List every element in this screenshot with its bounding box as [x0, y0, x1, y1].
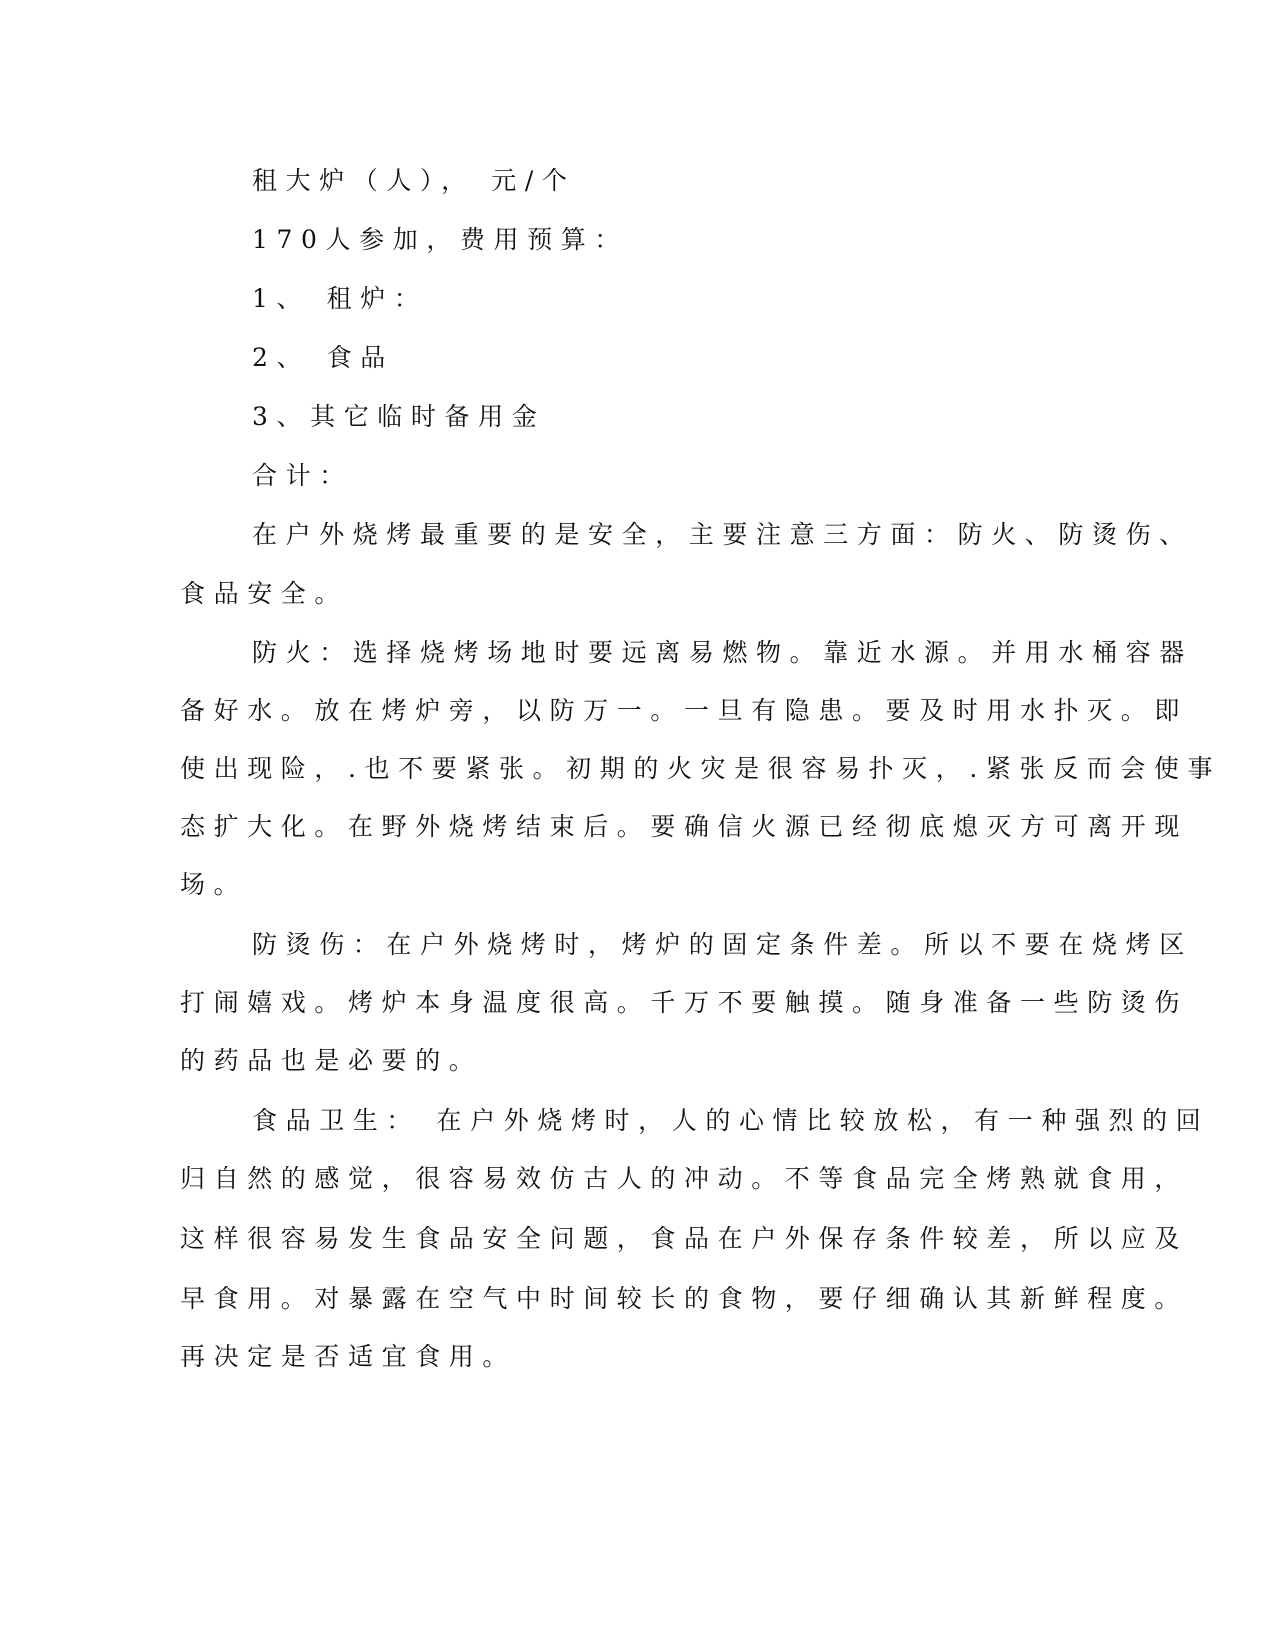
- text-line: 合计：: [252, 461, 353, 490]
- text-line: 1、 租炉：: [252, 284, 428, 313]
- text-line: 使出现险，.也不要紧张。初期的火灾是很容易扑灭，.紧张反而会使事: [180, 754, 1222, 783]
- text-line: 态扩大化。在野外烧烤结束后。要确信火源已经彻底熄灭方可离开现: [180, 812, 1189, 841]
- text-line: 2、 食品: [252, 343, 394, 372]
- text-line: 在户外烧烤最重要的是安全，主要注意三方面：防火、防烫伤、: [252, 520, 1193, 549]
- text-line: 归自然的感觉，很容易效仿古人的冲动。不等食品完全烤熟就食用，: [180, 1164, 1189, 1193]
- text-line: 的药品也是必要的。: [180, 1046, 483, 1075]
- text-line: 再决定是否适宜食用。: [180, 1342, 517, 1371]
- text-line: 防烫伤：在户外烧烤时，烤炉的固定条件差。所以不要在烧烤区: [252, 930, 1193, 959]
- text-line: 打闹嬉戏。烤炉本身温度很高。千万不要触摸。随身准备一些防烫伤: [180, 988, 1189, 1017]
- text-line: 备好水。放在烤炉旁，以防万一。一旦有隐患。要及时用水扑灭。即: [180, 696, 1189, 725]
- text-line: 食品卫生： 在户外烧烤时，人的心情比较放松，有一种强烈的回: [252, 1106, 1210, 1135]
- text-line: 170人参加，费用预算：: [252, 225, 628, 254]
- text-line: 食品安全。: [180, 579, 349, 608]
- text-line: 早食用。对暴露在空气中时间较长的食物，要仔细确认其新鲜程度。: [180, 1284, 1189, 1313]
- text-line: 这样很容易发生食品安全问题，食品在户外保存条件较差，所以应及: [180, 1224, 1189, 1253]
- text-line: 3、其它临时备用金: [252, 402, 546, 431]
- text-line: 场。: [180, 870, 248, 899]
- text-line: 防火：选择烧烤场地时要远离易燃物。靠近水源。并用水桶容器: [252, 638, 1193, 667]
- text-line: 租大炉（人）， 元/个: [252, 166, 576, 195]
